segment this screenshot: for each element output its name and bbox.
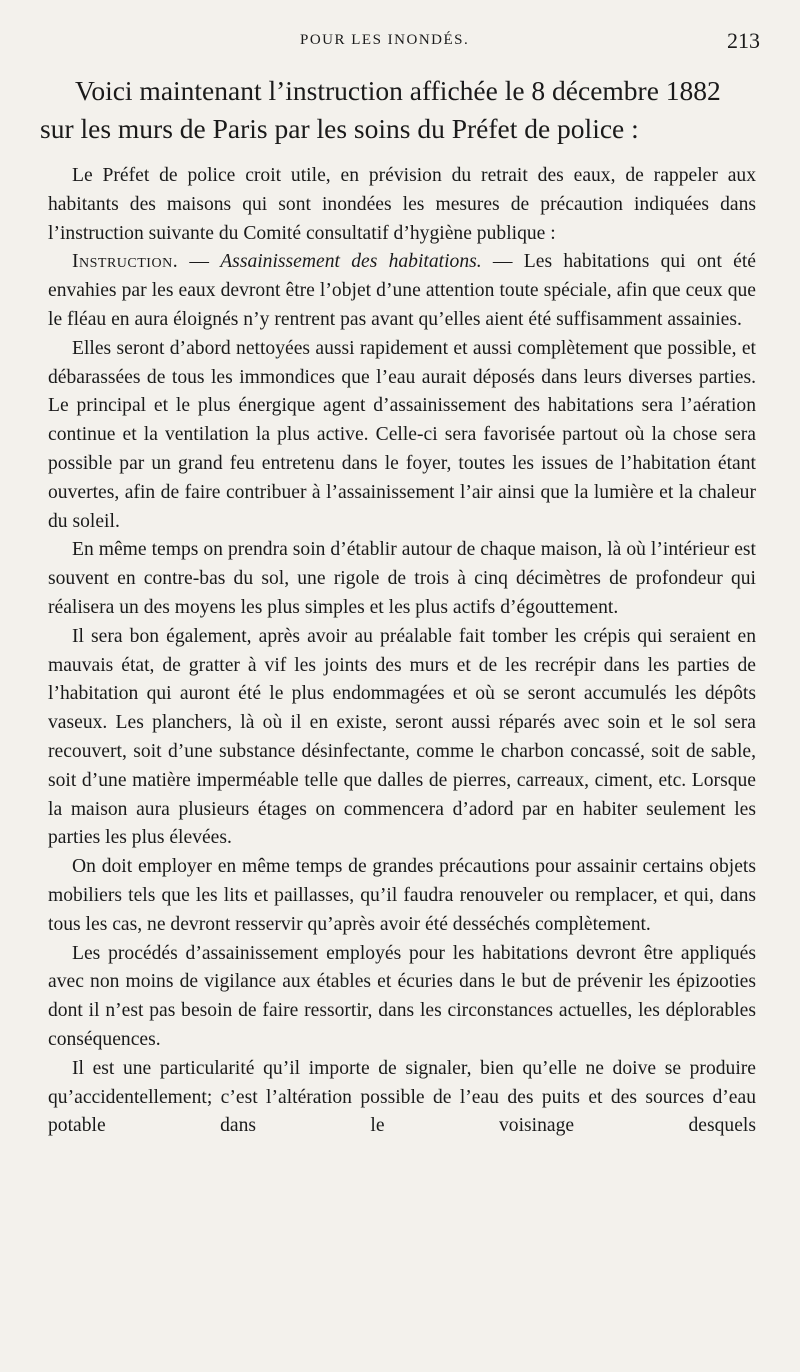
paragraph-2: [48, 248, 756, 334]
paragraph-6: On doit employer en même temps de grandes précautions pour assainir certains objets mobiliers tels que les lits et paillasses, qu’il faudra renouveler ou remplacer, et qui, dans tous les cas, ne devront resservir qu’après avoir été desséchés complètement.: [48, 856, 756, 935]
body-text: [48, 162, 756, 1141]
paragraph-7: Les procédés d’assainissement employés pour les habitations devront être appliqués avec non moins de vigilance aux étables et écuries dans le but de prévenir les épizooties dont il n’est pas besoin de faire ressortir, dans les circonstances actuelles, les déplorables conséquences.: [48, 942, 756, 1050]
page-number: 213: [727, 28, 760, 53]
paragraph-5: Il sera bon également, après avoir au préalable fait tomber les crépis qui seraient en mauvais état, de gratter à vif les joints des murs et de les recrépir dans les parties de l’habitation qui auront été le plus endommagées et où se seront accumulés les dépôts vaseux. Les planchers, là où il en existe, seront aussi réparés avec soin et le sol sera recouvert, soit d’une substance désinfectante, comme le charbon concassé, soit de sable, soit d’une matière imperméable telle que dalles de pierres, carreaux, ciment, etc. Lorsque la maison aura plusieurs étages on commencera d’adord par en habiter seulement les parties les plus élevées.: [48, 625, 756, 849]
running-title: POUR LES INONDÉS.: [300, 32, 470, 48]
heading-line-2: sur les murs de Paris par les soins du Préfet de police :: [40, 113, 639, 144]
paragraph-8: Il est une particularité qu’il importe de signaler, bien qu’elle ne doive se produire qu’accidentellement; c’est l’altération possible de l’eau des puits et des sources d’eau potable dans le voisinage desquels: [48, 1057, 756, 1137]
instruction-subtitle: Assainissement des habitations.: [220, 251, 482, 273]
paragraph-4: En même temps on prendra soin d’établir autour de chaque maison, là où l’intérieur est souvent en contre-bas du sol, une rigole de trois à cinq décimètres de profondeur qui réalisera un des moyens les plus simples et les plus actifs d’égouttement.: [48, 539, 756, 618]
heading-line-1: Voici maintenant l’instruction affichée le 8 décembre 1882: [75, 75, 721, 106]
paragraph-3: Elles seront d’abord nettoyées aussi rapidement et aussi complètement que possible, et débarassées de tous les immondices que l’eau aurait déposés dans leurs diverses parties. Le principal et le plus énergique agent d’assainissement des habitations sera l’aération continue et la ventilation la plus active. Celle-ci sera favorisée partout où la chose sera possible par un grand feu entretenu dans le foyer, toutes les issues de l’habitation étant ouvertes, afin de faire contribuer à l’assainissement l’air ainsi que la lumière et la chaleur du soleil.: [48, 337, 756, 532]
instruction-lead-in: Instruction.: [72, 251, 179, 273]
section-heading: [40, 72, 770, 148]
paragraph-1: Le Préfet de police croit utile, en prévision du retrait des eaux, de rappeler aux habitants des maisons qui sont inondées les mesures de précaution indiquées dans l’instruction suivante du Comité consultatif d’hygiène publique :: [48, 165, 756, 244]
running-head: [0, 28, 800, 56]
instruction-dash: —: [178, 251, 221, 273]
instruction-text: — Les habitations qui ont été envahies par les eaux devront être l’objet d’une attention toute spéciale, afin que ceux que le fléau en aura éloignés n’y rentrent pas avant qu’elles aient été suffisamment assainies.: [48, 251, 757, 330]
